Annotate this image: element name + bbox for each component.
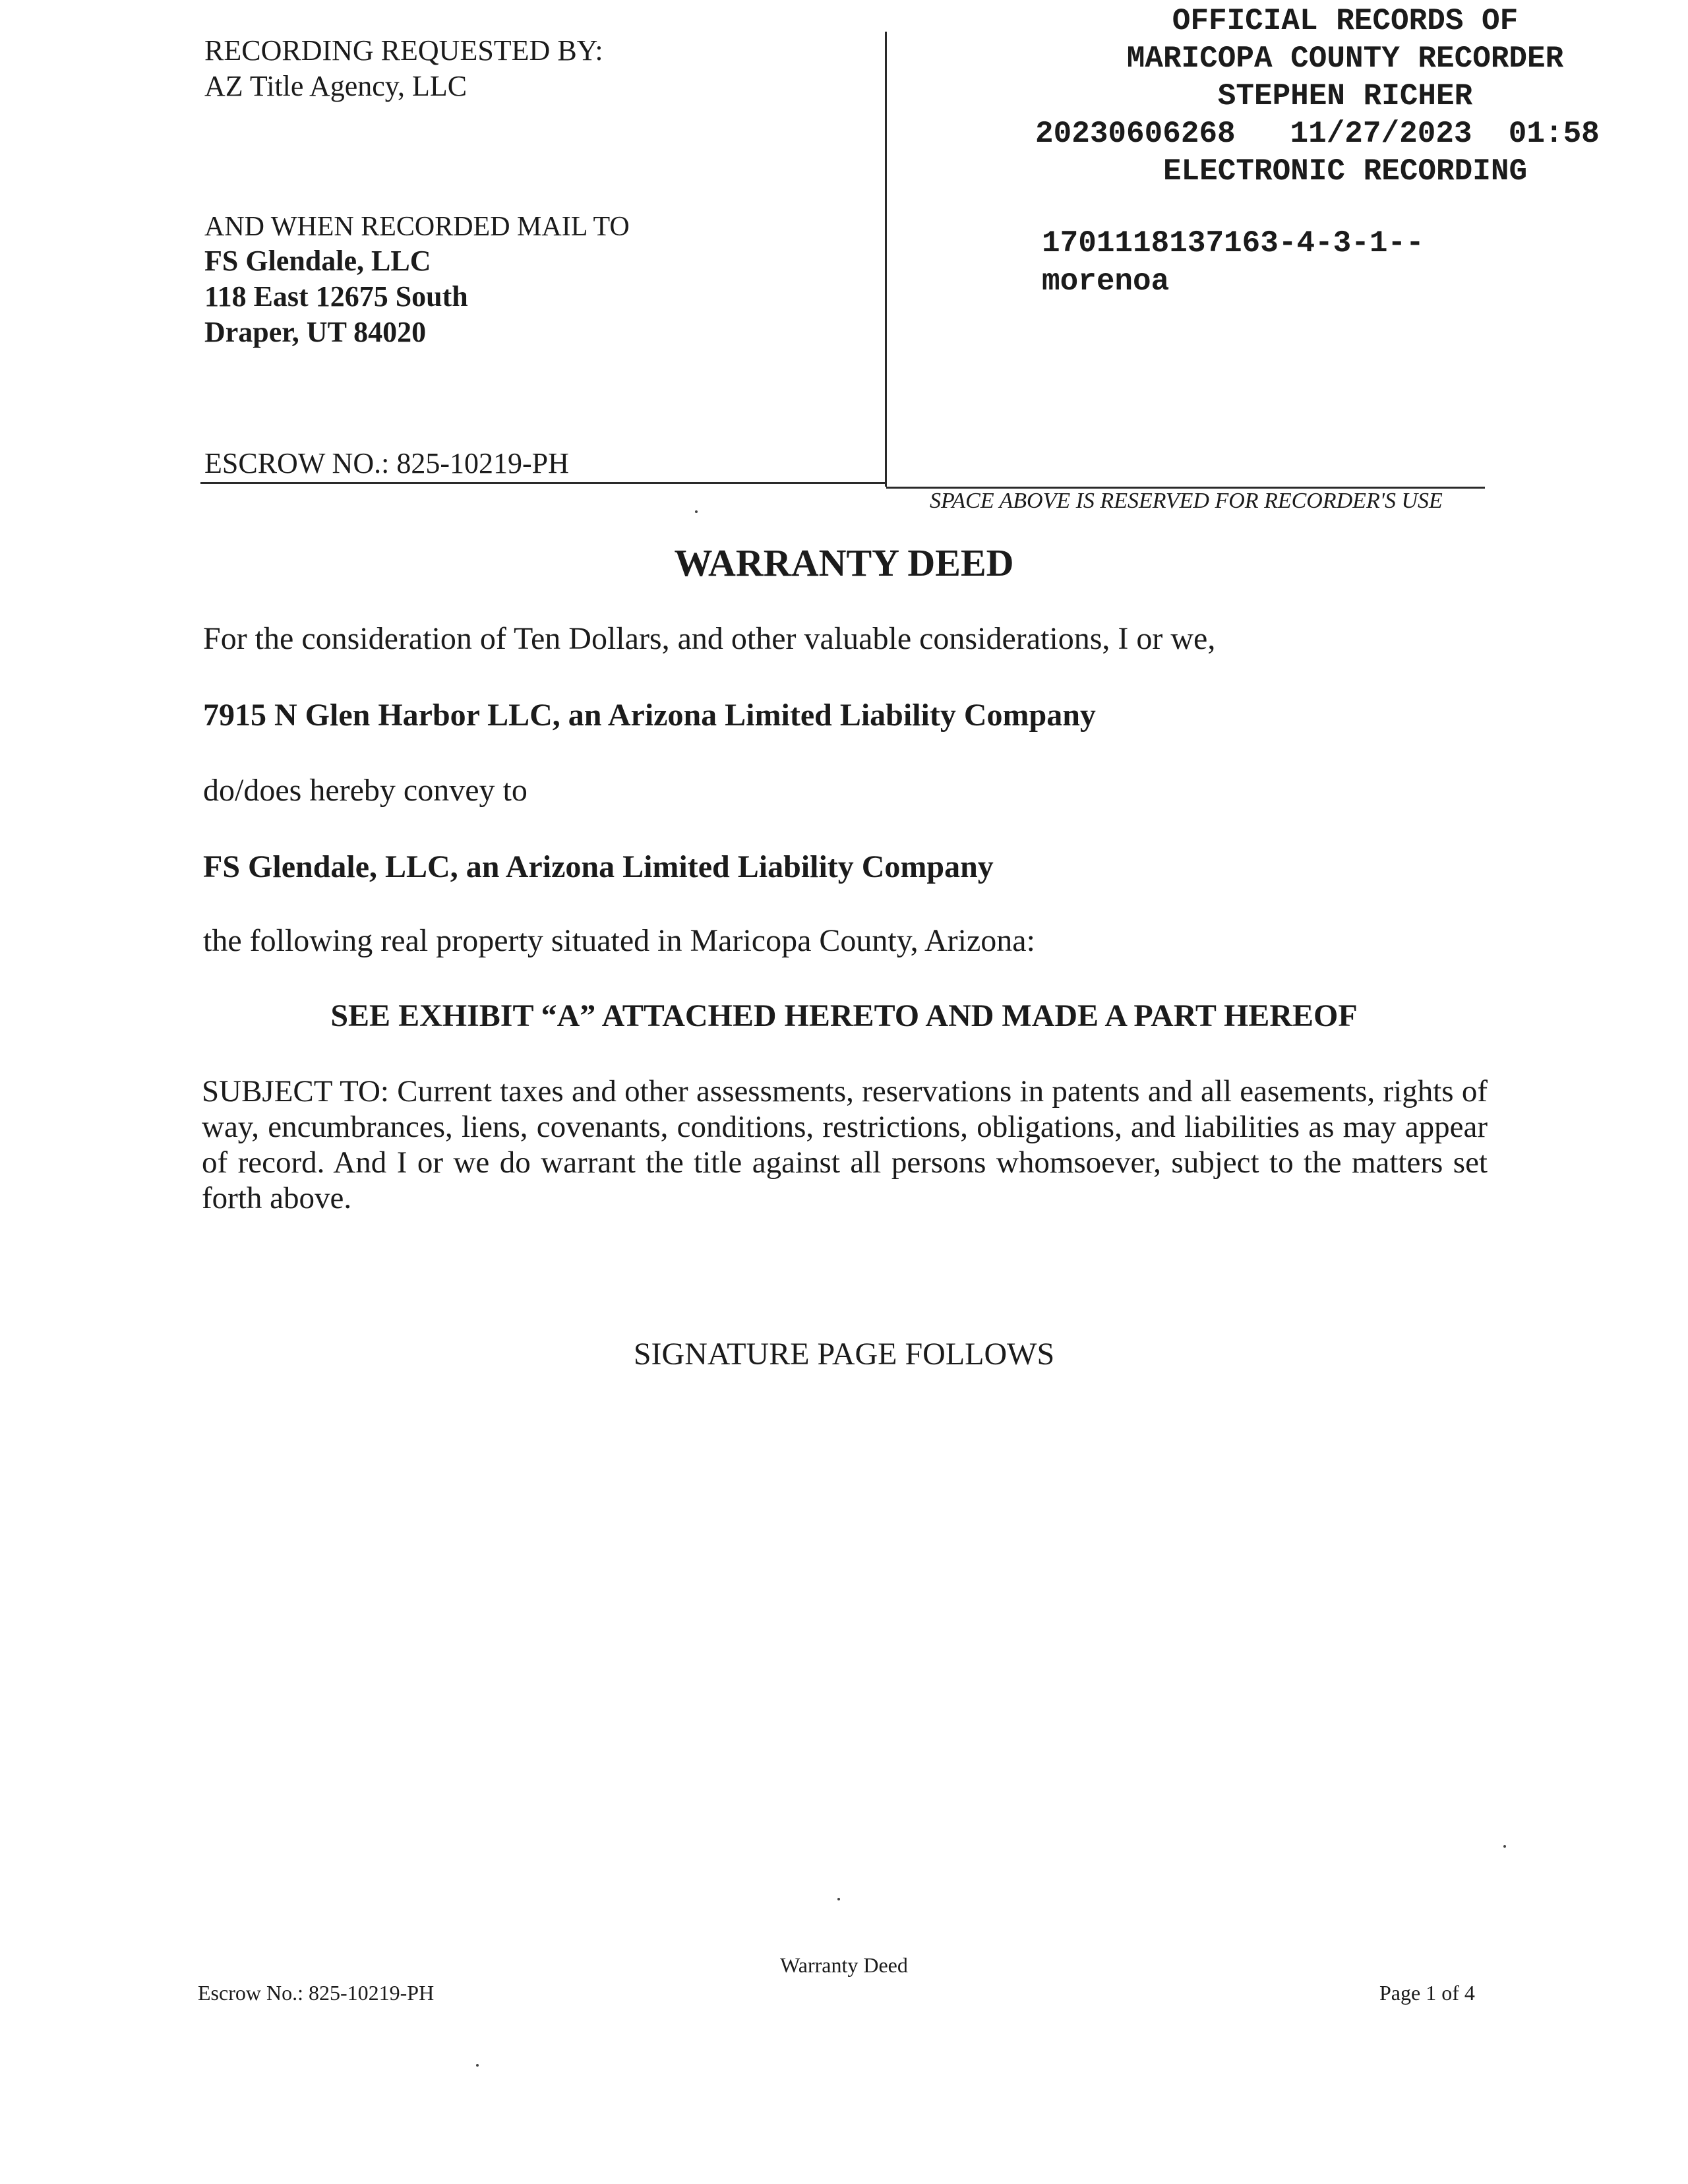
stamp-doc-number: 20230606268 xyxy=(1035,117,1236,151)
mail-to-name: FS Glendale, LLC xyxy=(204,245,431,277)
exhibit-reference: SEE EXHIBIT “A” ATTACHED HERETO AND MADE A PART HEREOF xyxy=(330,998,1358,1033)
stamp-id-line: 1701118137163-4-3-1-- xyxy=(1042,226,1424,260)
consideration-text: For the consideration of Ten Dollars, and other valuable considerations, I or we, xyxy=(203,621,1216,656)
recording-requested-label: RECORDING REQUESTED BY: xyxy=(204,34,603,67)
stamp-line-county-recorder: MARICOPA COUNTY RECORDER xyxy=(1126,42,1564,76)
mail-to-label: AND WHEN RECORDED MAIL TO xyxy=(204,212,630,242)
stamp-line-electronic-recording: ELECTRONIC RECORDING xyxy=(1162,154,1528,189)
stamp-line-recorder-name: STEPHEN RICHER xyxy=(1217,79,1473,113)
recorder-reserved-note: SPACE ABOVE IS RESERVED FOR RECORDER'S USE xyxy=(930,489,1443,513)
deed-title: WARRANTY DEED xyxy=(674,541,1014,584)
recorder-stamp xyxy=(1029,3,1662,191)
stamp-line-official-records: OFFICIAL RECORDS OF xyxy=(1172,4,1519,38)
stamp-date: 11/27/2023 xyxy=(1290,117,1472,151)
scan-speck xyxy=(476,2064,479,2067)
signature-page-follows: SIGNATURE PAGE FOLLOWS xyxy=(633,1337,1055,1372)
stamp-user: morenoa xyxy=(1042,264,1170,299)
header-divider-left xyxy=(200,482,886,484)
grantor-name: 7915 N Glen Harbor LLC, an Arizona Limited Liability Company xyxy=(203,698,1096,733)
grantee-name: FS Glendale, LLC, an Arizona Limited Liability Company xyxy=(203,849,994,884)
mail-to-street: 118 East 12675 South xyxy=(204,280,468,313)
escrow-number: ESCROW NO.: 825-10219-PH xyxy=(204,447,569,479)
stamp-time: 01:58 xyxy=(1508,117,1600,151)
subject-to-paragraph: SUBJECT TO: Current taxes and other assessments, reservations in patents and all easements, rights of way, encumbrances, liens, covenants, conditions, restrictions, obligations, and liabilities as may appear of record. And I or we do warrant the title against all persons whomsoever, subject to the matters set forth above. xyxy=(202,1074,1488,1215)
scan-speck xyxy=(1503,1845,1506,1848)
stamp-line-recording-info xyxy=(1035,115,1662,153)
property-intro: the following real property situated in Maricopa County, Arizona: xyxy=(203,923,1035,958)
footer-escrow-number: Escrow No.: 825-10219-PH xyxy=(198,1981,435,2005)
recording-requested-value: AZ Title Agency, LLC xyxy=(204,70,467,102)
mail-to-city: Draper, UT 84020 xyxy=(204,316,427,348)
footer-doc-title: Warranty Deed xyxy=(780,1953,908,1977)
scan-speck xyxy=(837,1898,840,1900)
convey-text: do/does hereby convey to xyxy=(203,773,528,808)
header-divider-vertical xyxy=(885,32,887,487)
footer-page-number: Page 1 of 4 xyxy=(1379,1981,1475,2005)
scan-speck xyxy=(695,510,698,513)
